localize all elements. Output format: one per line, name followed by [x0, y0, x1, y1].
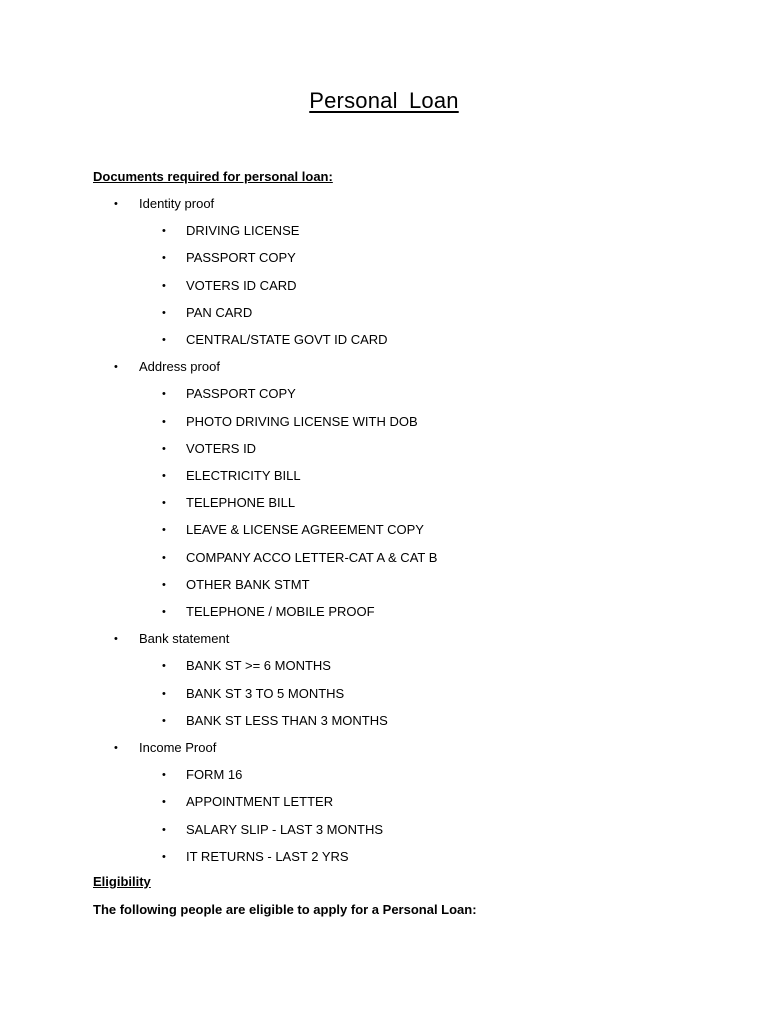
bullet-icon: • — [162, 552, 166, 564]
bullet-icon: • — [114, 633, 118, 645]
document-item: PAN CARD — [186, 305, 253, 320]
document-item: FORM 16 — [186, 767, 243, 782]
bullet-icon: • — [162, 660, 166, 672]
document-item: ELECTRICITY BILL — [186, 468, 301, 483]
bullet-icon: • — [162, 497, 166, 509]
document-item: CENTRAL/STATE GOVT ID CARD — [186, 332, 388, 347]
document-item: LEAVE & LICENSE AGREEMENT COPY — [186, 522, 424, 537]
document-item: OTHER BANK STMT — [186, 577, 310, 592]
bullet-icon: • — [162, 851, 166, 863]
bullet-icon: • — [162, 688, 166, 700]
bullet-icon: • — [162, 470, 166, 482]
document-item: VOTERS ID CARD — [186, 278, 297, 293]
document-title: Personal Loan — [309, 88, 459, 113]
bullet-icon: • — [162, 579, 166, 591]
bullet-icon: • — [162, 715, 166, 727]
document-item: VOTERS ID — [186, 441, 257, 456]
document-item: APPOINTMENT LETTER — [186, 794, 334, 809]
category-label: Bank statement — [139, 631, 230, 646]
document-item: BANK ST 3 TO 5 MONTHS — [186, 686, 345, 701]
bullet-icon: • — [114, 361, 118, 373]
documents-required-heading: Documents required for personal loan: — [93, 169, 333, 184]
bullet-icon: • — [162, 334, 166, 346]
bullet-icon: • — [114, 198, 118, 210]
document-item: PASSPORT COPY — [186, 386, 296, 401]
category-label: Income Proof — [139, 740, 217, 755]
document-item: TELEPHONE / MOBILE PROOF — [186, 604, 375, 619]
document-item: SALARY SLIP - LAST 3 MONTHS — [186, 822, 384, 837]
document-item: PHOTO DRIVING LICENSE WITH DOB — [186, 414, 418, 429]
bullet-icon: • — [162, 443, 166, 455]
category-label: Address proof — [139, 359, 220, 374]
document-item: IT RETURNS - LAST 2 YRS — [186, 849, 349, 864]
document-item: COMPANY ACCO LETTER-CAT A & CAT B — [186, 550, 438, 565]
bullet-icon: • — [162, 388, 166, 400]
bullet-icon: • — [162, 824, 166, 836]
document-item: BANK ST LESS THAN 3 MONTHS — [186, 713, 388, 728]
bullet-icon: • — [162, 769, 166, 781]
document-item: PASSPORT COPY — [186, 250, 296, 265]
bullet-icon: • — [114, 742, 118, 754]
document-item: DRIVING LICENSE — [186, 223, 300, 238]
bullet-icon: • — [162, 606, 166, 618]
category-label: Identity proof — [139, 196, 215, 211]
eligibility-heading: Eligibility — [93, 874, 151, 889]
document-item: BANK ST >= 6 MONTHS — [186, 658, 331, 673]
bullet-icon: • — [162, 252, 166, 264]
eligibility-intro: The following people are eligible to apply for a Personal Loan: — [93, 902, 477, 917]
bullet-icon: • — [162, 225, 166, 237]
bullet-icon: • — [162, 416, 166, 428]
bullet-icon: • — [162, 307, 166, 319]
bullet-icon: • — [162, 524, 166, 536]
document-item: TELEPHONE BILL — [186, 495, 296, 510]
bullet-icon: • — [162, 280, 166, 292]
bullet-icon: • — [162, 796, 166, 808]
